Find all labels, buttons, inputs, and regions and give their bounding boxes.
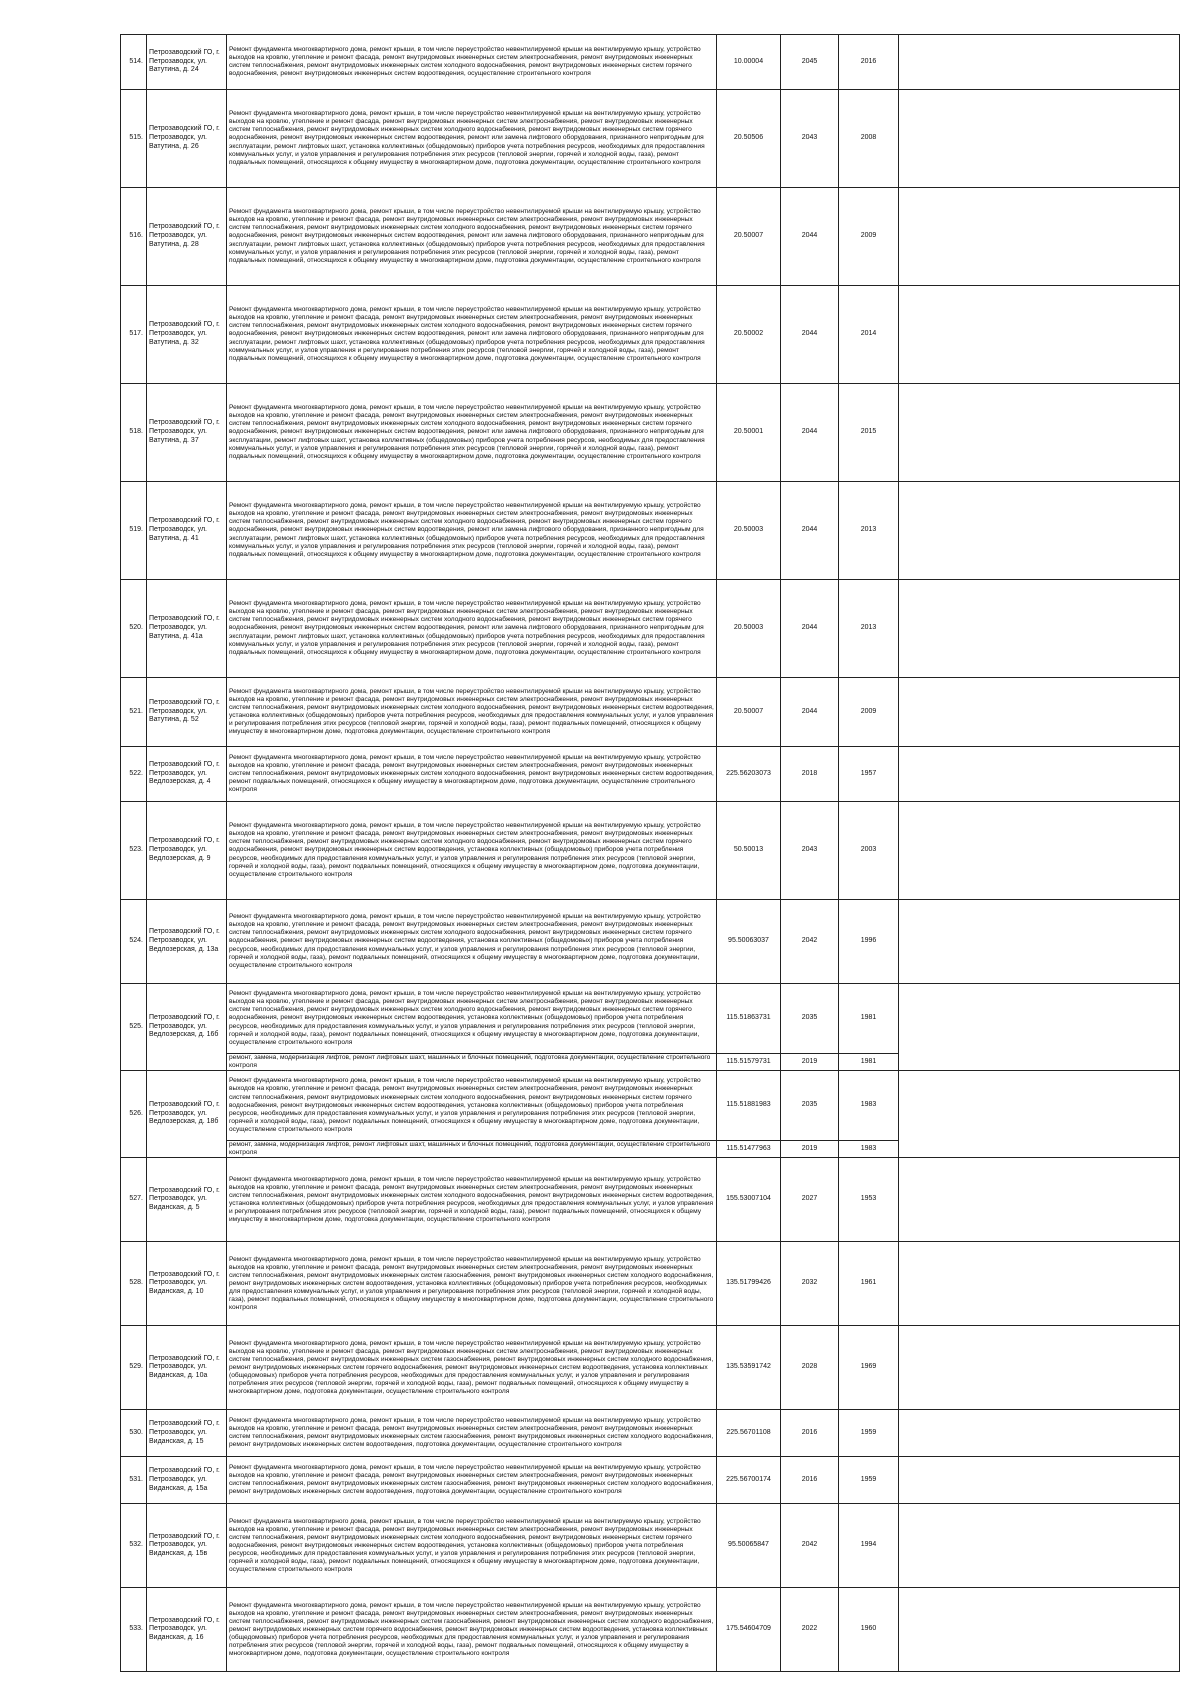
table-row — [121, 35, 1180, 90]
table-row — [121, 188, 1180, 286]
build-year-cell: 1981 — [839, 984, 899, 1054]
cost-cell: 10.00004 — [717, 35, 781, 90]
planned-year-cell: 2022 — [781, 1588, 839, 1672]
planned-year-cell: 2044 — [781, 580, 839, 678]
empty-cell — [899, 802, 1180, 900]
address-cell: Петрозаводский ГО, г. Петрозаводск, ул. Виданская, д. 5 — [147, 1158, 227, 1242]
cost-cell: 20.50002 — [717, 286, 781, 384]
empty-cell — [899, 482, 1180, 580]
address-cell: Петрозаводский ГО, г. Петрозаводск, ул. Ведлозерская, д. 4 — [147, 747, 227, 802]
empty-cell — [899, 1071, 1180, 1158]
address-cell: Петрозаводский ГО, г. Петрозаводск, ул. Ватутина, д. 41а — [147, 580, 227, 678]
empty-cell — [899, 1588, 1180, 1672]
build-year-cell: 1953 — [839, 1158, 899, 1242]
planned-year-cell: 2018 — [781, 747, 839, 802]
row-number: 523. — [121, 802, 147, 900]
row-number: 531. — [121, 1457, 147, 1504]
empty-cell — [899, 384, 1180, 482]
planned-year-cell: 2042 — [781, 1504, 839, 1588]
address-cell: Петрозаводский ГО, г. Петрозаводск, ул. Ведлозерская, д. 13а — [147, 900, 227, 984]
planned-year-cell: 2044 — [781, 482, 839, 580]
planned-year-cell: 2044 — [781, 286, 839, 384]
cost-cell: 95.50065847 — [717, 1504, 781, 1588]
cost-cell: 20.50007 — [717, 188, 781, 286]
table-row — [121, 1242, 1180, 1326]
table-row — [121, 747, 1180, 802]
build-year-cell: 2013 — [839, 580, 899, 678]
empty-cell — [899, 1242, 1180, 1326]
build-year-cell: 2009 — [839, 678, 899, 747]
table-row — [121, 1588, 1180, 1672]
works-cell: ремонт, замена, модернизация лифтов, ремонт лифтовых шахт, машинных и блочных помещений, подготовка документации, осуществление строительного контроля — [227, 1141, 717, 1158]
build-year-cell: 1961 — [839, 1242, 899, 1326]
planned-year-cell: 2019 — [781, 1054, 839, 1071]
planned-year-cell: 2043 — [781, 802, 839, 900]
empty-cell — [899, 286, 1180, 384]
row-number: 530. — [121, 1410, 147, 1457]
table-row — [121, 1504, 1180, 1588]
table-row — [121, 1457, 1180, 1504]
address-cell: Петрозаводский ГО, г. Петрозаводск, ул. Виданская, д. 15 — [147, 1410, 227, 1457]
build-year-cell: 1969 — [839, 1326, 899, 1410]
empty-cell — [899, 580, 1180, 678]
works-cell: Ремонт фундамента многоквартирного дома, ремонт крыши, в том числе переустройство невентилируемой крыши на вентилируемую крышу, устройство выходов на кровлю, утепление и ремонт фасада, ремонт внутридомовых инженерных систем электроснабжения, ремонт внутридомовых инженерных систем теплоснабжения, ремонт внутридомовых инженерных систем холодного водоснабжения, ремонт внутридомовых инженерных систем горячего водоснабжения, ремонт внутридомовых инженерных систем водоотведения, установка коллективных (общедомовых) приборов учета потребления ресурсов, необходимых для предоставления коммунальных услуг, и узлов управления и регулирования потребления этих ресурсов (тепловой энергии, горячей и холодной воды, газа), ремонт подвальных помещений, относящихся к общему имуществу в многоквартирном доме, подготовка документации, осуществление строительного контроля — [227, 984, 717, 1054]
works-cell: ремонт, замена, модернизация лифтов, ремонт лифтовых шахт, машинных и блочных помещений, подготовка документации, осуществление строительного контроля — [227, 1054, 717, 1071]
works-cell: Ремонт фундамента многоквартирного дома, ремонт крыши, в том числе переустройство невентилируемой крыши на вентилируемую крышу, устройство выходов на кровлю, утепление и ремонт фасада, ремонт внутридомовых инженерных систем электроснабжения, ремонт внутридомовых инженерных систем теплоснабжения, ремонт внутридомовых инженерных систем холодного водоснабжения, ремонт внутридомовых инженерных систем горячего водоснабжения, ремонт внутридомовых инженерных систем водоотведения, установка коллективных (общедомовых) приборов учета потребления ресурсов, необходимых для предоставления коммунальных услуг, и узлов управления и регулирования потребления этих ресурсов (тепловой энергии, горячей и холодной воды, газа), ремонт подвальных помещений, относящихся к общему имуществу в многоквартирном доме, подготовка документации, осуществление строительного контроля — [227, 900, 717, 984]
cost-cell: 225.56701108 — [717, 1410, 781, 1457]
build-year-cell: 2014 — [839, 286, 899, 384]
repair-schedule-table — [120, 34, 1180, 1672]
planned-year-cell: 2028 — [781, 1326, 839, 1410]
build-year-cell: 1959 — [839, 1457, 899, 1504]
empty-cell — [899, 1158, 1180, 1242]
works-cell: Ремонт фундамента многоквартирного дома, ремонт крыши, в том числе переустройство невентилируемой крыши на вентилируемую крышу, устройство выходов на кровлю, утепление и ремонт фасада, ремонт внутридомовых инженерных систем электроснабжения, ремонт внутридомовых инженерных систем теплоснабжения, ремонт внутридомовых инженерных систем холодного водоснабжения, ремонт внутридомовых инженерных систем водоотведения, установка коллективных (общедомовых) приборов учета потребления ресурсов, необходимых для предоставления коммунальных услуг, и узлов управления и регулирования потребления этих ресурсов (тепловой энергии, горячей и холодной воды, газа), ремонт подвальных помещений, относящихся к общему имуществу в многоквартирном доме, подготовка документации, осуществление строительного контроля — [227, 678, 717, 747]
address-cell: Петрозаводский ГО, г. Петрозаводск, ул. Ватутина, д. 28 — [147, 188, 227, 286]
row-number: 514. — [121, 35, 147, 90]
works-cell: Ремонт фундамента многоквартирного дома, ремонт крыши, в том числе переустройство невентилируемой крыши на вентилируемую крышу, устройство выходов на кровлю, утепление и ремонт фасада, ремонт внутридомовых инженерных систем электроснабжения, ремонт внутридомовых инженерных систем теплоснабжения, ремонт внутридомовых инженерных систем холодного водоснабжения, ремонт внутридомовых инженерных систем горячего водоснабжения, ремонт внутридомовых инженерных систем водоотведения, установка коллективных (общедомовых) приборов учета потребления ресурсов, необходимых для предоставления коммунальных услуг, и узлов управления и регулирования потребления этих ресурсов (тепловой энергии, горячей и холодной воды, газа), ремонт подвальных помещений, относящихся к общему имуществу в многоквартирном доме, подготовка документации, осуществление строительного контроля — [227, 802, 717, 900]
row-number: 519. — [121, 482, 147, 580]
empty-cell — [899, 678, 1180, 747]
build-year-cell: 1996 — [839, 900, 899, 984]
works-cell: Ремонт фундамента многоквартирного дома, ремонт крыши, в том числе переустройство невентилируемой крыши на вентилируемую крышу, устройство выходов на кровлю, утепление и ремонт фасада, ремонт внутридомовых инженерных систем электроснабжения, ремонт внутридомовых инженерных систем теплоснабжения, ремонт внутридомовых инженерных систем холодного водоснабжения, ремонт внутридомовых инженерных систем водоотведения, установка коллективных (общедомовых) приборов учета потребления ресурсов, необходимых для предоставления коммунальных услуг, и узлов управления и регулирования потребления этих ресурсов (тепловой энергии, горячей и холодной воды, газа), ремонт подвальных помещений, относящихся к общему имуществу в многоквартирном доме, подготовка документации, осуществление строительного контроля — [227, 1158, 717, 1242]
row-number: 527. — [121, 1158, 147, 1242]
empty-cell — [899, 90, 1180, 188]
address-cell: Петрозаводский ГО, г. Петрозаводск, ул. Виданская, д. 15в — [147, 1504, 227, 1588]
cost-cell: 155.53007104 — [717, 1158, 781, 1242]
empty-cell — [899, 1504, 1180, 1588]
cost-cell: 20.50506 — [717, 90, 781, 188]
row-number: 529. — [121, 1326, 147, 1410]
table-row — [121, 580, 1180, 678]
row-number: 520. — [121, 580, 147, 678]
table-row — [121, 1158, 1180, 1242]
build-year-cell: 1960 — [839, 1588, 899, 1672]
address-cell: Петрозаводский ГО, г. Петрозаводск, ул. Виданская, д. 15а — [147, 1457, 227, 1504]
cost-cell: 175.54604709 — [717, 1588, 781, 1672]
planned-year-cell: 2044 — [781, 188, 839, 286]
address-cell: Петрозаводский ГО, г. Петрозаводск, ул. Виданская, д. 10а — [147, 1326, 227, 1410]
row-number: 515. — [121, 90, 147, 188]
build-year-cell: 2016 — [839, 35, 899, 90]
planned-year-cell: 2032 — [781, 1242, 839, 1326]
planned-year-cell: 2043 — [781, 90, 839, 188]
empty-cell — [899, 1457, 1180, 1504]
build-year-cell: 1981 — [839, 1054, 899, 1071]
works-cell: Ремонт фундамента многоквартирного дома, ремонт крыши, в том числе переустройство невентилируемой крыши на вентилируемую крышу, устройство выходов на кровлю, утепление и ремонт фасада, ремонт внутридомовых инженерных систем электроснабжения, ремонт внутридомовых инженерных систем теплоснабжения, ремонт внутридомовых инженерных систем холодного водоснабжения, ремонт внутридомовых инженерных систем водоотведения, ремонт подвальных помещений, относящихся к общему имуществу в многоквартирном доме, подготовка документации, осуществление строительного контроля — [227, 747, 717, 802]
address-cell: Петрозаводский ГО, г. Петрозаводск, ул. Ватутина, д. 32 — [147, 286, 227, 384]
planned-year-cell: 2016 — [781, 1410, 839, 1457]
cost-cell: 115.51477963 — [717, 1141, 781, 1158]
planned-year-cell: 2044 — [781, 678, 839, 747]
table-row — [121, 384, 1180, 482]
cost-cell: 135.51799426 — [717, 1242, 781, 1326]
cost-cell: 135.53591742 — [717, 1326, 781, 1410]
cost-cell: 225.56203073 — [717, 747, 781, 802]
planned-year-cell: 2035 — [781, 1071, 839, 1141]
cost-cell: 20.50001 — [717, 384, 781, 482]
works-cell: Ремонт фундамента многоквартирного дома, ремонт крыши, в том числе переустройство невентилируемой крыши на вентилируемую крышу, устройство выходов на кровлю, утепление и ремонт фасада, ремонт внутридомовых инженерных систем электроснабжения, ремонт внутридомовых инженерных систем теплоснабжения, ремонт внутридомовых инженерных систем газоснабжения, ремонт внутридомовых инженерных систем холодного водоснабжения, ремонт внутридомовых инженерных систем водоотведения, подготовка документации, осуществление строительного контроля — [227, 1457, 717, 1504]
works-cell: Ремонт фундамента многоквартирного дома, ремонт крыши, в том числе переустройство невентилируемой крыши на вентилируемую крышу, устройство выходов на кровлю, утепление и ремонт фасада, ремонт внутридомовых инженерных систем электроснабжения, ремонт внутридомовых инженерных систем теплоснабжения, ремонт внутридомовых инженерных систем холодного водоснабжения, ремонт внутридомовых инженерных систем горячего водоснабжения, ремонт внутридомовых инженерных систем водоотведения, ремонт или замена лифтового оборудования, признанного непригодным для эксплуатации, ремонт лифтовых шахт, установка коллективных (общедомовых) приборов учета потребления ресурсов, необходимых для предоставления коммунальных услуг, и узлов управления и регулирования потребления этих ресурсов (тепловой энергии, горячей и холодной воды, газа), ремонт подвальных помещений, относящихся к общему имуществу в многоквартирном доме, подготовка документации, осуществление строительного контроля — [227, 286, 717, 384]
row-number: 525. — [121, 984, 147, 1071]
address-cell: Петрозаводский ГО, г. Петрозаводск, ул. Ватутина, д. 41 — [147, 482, 227, 580]
cost-cell: 20.50003 — [717, 580, 781, 678]
works-cell: Ремонт фундамента многоквартирного дома, ремонт крыши, в том числе переустройство невентилируемой крыши на вентилируемую крышу, устройство выходов на кровлю, утепление и ремонт фасада, ремонт внутридомовых инженерных систем электроснабжения, ремонт внутридомовых инженерных систем теплоснабжения, ремонт внутридомовых инженерных систем холодного водоснабжения, ремонт внутридомовых инженерных систем горячего водоснабжения, ремонт внутридомовых инженерных систем водоотведения, ремонт или замена лифтового оборудования, признанного непригодным для эксплуатации, ремонт лифтовых шахт, установка коллективных (общедомовых) приборов учета потребления ресурсов, необходимых для предоставления коммунальных услуг, и узлов управления и регулирования потребления этих ресурсов (тепловой энергии, горячей и холодной воды, газа), ремонт подвальных помещений, относящихся к общему имуществу в многоквартирном доме, подготовка документации, осуществление строительного контроля — [227, 580, 717, 678]
address-cell: Петрозаводский ГО, г. Петрозаводск, ул. Ведлозерская, д. 16б — [147, 984, 227, 1071]
works-cell: Ремонт фундамента многоквартирного дома, ремонт крыши, в том числе переустройство невентилируемой крыши на вентилируемую крышу, устройство выходов на кровлю, утепление и ремонт фасада, ремонт внутридомовых инженерных систем электроснабжения, ремонт внутридомовых инженерных систем теплоснабжения, ремонт внутридомовых инженерных систем холодного водоснабжения, ремонт внутридомовых инженерных систем горячего водоснабжения, ремонт внутридомовых инженерных систем водоотведения, осуществление строительного контроля — [227, 35, 717, 90]
planned-year-cell: 2045 — [781, 35, 839, 90]
works-cell: Ремонт фундамента многоквартирного дома, ремонт крыши, в том числе переустройство невентилируемой крыши на вентилируемую крышу, устройство выходов на кровлю, утепление и ремонт фасада, ремонт внутридомовых инженерных систем электроснабжения, ремонт внутридомовых инженерных систем теплоснабжения, ремонт внутридомовых инженерных систем холодного водоснабжения, ремонт внутридомовых инженерных систем горячего водоснабжения, ремонт внутридомовых инженерных систем водоотведения, ремонт или замена лифтового оборудования, признанного непригодным для эксплуатации, ремонт лифтовых шахт, установка коллективных (общедомовых) приборов учета потребления ресурсов, необходимых для предоставления коммунальных услуг, и узлов управления и регулирования потребления этих ресурсов (тепловой энергии, горячей и холодной воды, газа), ремонт подвальных помещений, относящихся к общему имуществу в многоквартирном доме, подготовка документации, осуществление строительного контроля — [227, 482, 717, 580]
table-row — [121, 1326, 1180, 1410]
row-number: 533. — [121, 1588, 147, 1672]
address-cell: Петрозаводский ГО, г. Петрозаводск, ул. Ватутина, д. 37 — [147, 384, 227, 482]
address-cell: Петрозаводский ГО, г. Петрозаводск, ул. Ватутина, д. 26 — [147, 90, 227, 188]
cost-cell: 115.51881983 — [717, 1071, 781, 1141]
planned-year-cell: 2016 — [781, 1457, 839, 1504]
empty-cell — [899, 1410, 1180, 1457]
row-number: 521. — [121, 678, 147, 747]
cost-cell: 115.51579731 — [717, 1054, 781, 1071]
empty-cell — [899, 1326, 1180, 1410]
table-row — [121, 678, 1180, 747]
address-cell: Петрозаводский ГО, г. Петрозаводск, ул. Ватутина, д. 24 — [147, 35, 227, 90]
build-year-cell: 2009 — [839, 188, 899, 286]
table-row — [121, 90, 1180, 188]
cost-cell: 225.56700174 — [717, 1457, 781, 1504]
table-row — [121, 1410, 1180, 1457]
works-cell: Ремонт фундамента многоквартирного дома, ремонт крыши, в том числе переустройство невентилируемой крыши на вентилируемую крышу, устройство выходов на кровлю, утепление и ремонт фасада, ремонт внутридомовых инженерных систем электроснабжения, ремонт внутридомовых инженерных систем теплоснабжения, ремонт внутридомовых инженерных систем газоснабжения, ремонт внутридомовых инженерных систем холодного водоснабжения, ремонт внутридомовых инженерных систем водоотведения, подготовка документации, осуществление строительного контроля — [227, 1410, 717, 1457]
empty-cell — [899, 747, 1180, 802]
repair-schedule-sheet — [120, 34, 1180, 1672]
row-number: 517. — [121, 286, 147, 384]
works-cell: Ремонт фундамента многоквартирного дома, ремонт крыши, в том числе переустройство невентилируемой крыши на вентилируемую крышу, устройство выходов на кровлю, утепление и ремонт фасада, ремонт внутридомовых инженерных систем электроснабжения, ремонт внутридомовых инженерных систем теплоснабжения, ремонт внутридомовых инженерных систем газоснабжения, ремонт внутридомовых инженерных систем холодного водоснабжения, ремонт внутридомовых инженерных систем горячего водоснабжения, ремонт внутридомовых инженерных систем водоотведения, установка коллективных (общедомовых) приборов учета потребления ресурсов, необходимых для предоставления коммунальных услуг, и узлов управления и регулирования потребления этих ресурсов (тепловой энергии, горячей и холодной воды, газа), ремонт подвальных помещений, относящихся к общему имуществу в многоквартирном доме, подготовка документации, осуществление строительного контроля — [227, 1326, 717, 1410]
works-cell: Ремонт фундамента многоквартирного дома, ремонт крыши, в том числе переустройство невентилируемой крыши на вентилируемую крышу, устройство выходов на кровлю, утепление и ремонт фасада, ремонт внутридомовых инженерных систем электроснабжения, ремонт внутридомовых инженерных систем теплоснабжения, ремонт внутридомовых инженерных систем холодного водоснабжения, ремонт внутридомовых инженерных систем горячего водоснабжения, ремонт внутридомовых инженерных систем водоотведения, ремонт или замена лифтового оборудования, признанного непригодным для эксплуатации, ремонт лифтовых шахт, установка коллективных (общедомовых) приборов учета потребления ресурсов, необходимых для предоставления коммунальных услуг, и узлов управления и регулирования потребления этих ресурсов (тепловой энергии, горячей и холодной воды, газа), ремонт подвальных помещений, относящихся к общему имуществу в многоквартирном доме, подготовка документации, осуществление строительного контроля — [227, 188, 717, 286]
build-year-cell: 1959 — [839, 1410, 899, 1457]
table-row — [121, 286, 1180, 384]
row-number: 532. — [121, 1504, 147, 1588]
address-cell: Петрозаводский ГО, г. Петрозаводск, ул. Виданская, д. 16 — [147, 1588, 227, 1672]
planned-year-cell: 2019 — [781, 1141, 839, 1158]
build-year-cell: 2008 — [839, 90, 899, 188]
table-row — [121, 482, 1180, 580]
empty-cell — [899, 984, 1180, 1071]
build-year-cell: 2003 — [839, 802, 899, 900]
table-body — [121, 35, 1180, 1672]
build-year-cell: 2015 — [839, 384, 899, 482]
planned-year-cell: 2044 — [781, 384, 839, 482]
cost-cell: 95.50063037 — [717, 900, 781, 984]
works-cell: Ремонт фундамента многоквартирного дома, ремонт крыши, в том числе переустройство невентилируемой крыши на вентилируемую крышу, устройство выходов на кровлю, утепление и ремонт фасада, ремонт внутридомовых инженерных систем электроснабжения, ремонт внутридомовых инженерных систем теплоснабжения, ремонт внутридомовых инженерных систем холодного водоснабжения, ремонт внутридомовых инженерных систем горячего водоснабжения, ремонт внутридомовых инженерных систем водоотведения, установка коллективных (общедомовых) приборов учета потребления ресурсов, необходимых для предоставления коммунальных услуг, и узлов управления и регулирования потребления этих ресурсов (тепловой энергии, горячей и холодной воды, газа), ремонт подвальных помещений, относящихся к общему имуществу в многоквартирном доме, подготовка документации, осуществление строительного контроля — [227, 1504, 717, 1588]
row-number: 522. — [121, 747, 147, 802]
build-year-cell: 1957 — [839, 747, 899, 802]
planned-year-cell: 2027 — [781, 1158, 839, 1242]
address-cell: Петрозаводский ГО, г. Петрозаводск, ул. Ведлозерская, д. 18б — [147, 1071, 227, 1158]
cost-cell: 20.50003 — [717, 482, 781, 580]
address-cell: Петрозаводский ГО, г. Петрозаводск, ул. Ватутина, д. 52 — [147, 678, 227, 747]
row-number: 516. — [121, 188, 147, 286]
empty-cell — [899, 188, 1180, 286]
planned-year-cell: 2042 — [781, 900, 839, 984]
works-cell: Ремонт фундамента многоквартирного дома, ремонт крыши, в том числе переустройство невентилируемой крыши на вентилируемую крышу, устройство выходов на кровлю, утепление и ремонт фасада, ремонт внутридомовых инженерных систем электроснабжения, ремонт внутридомовых инженерных систем теплоснабжения, ремонт внутридомовых инженерных систем холодного водоснабжения, ремонт внутридомовых инженерных систем горячего водоснабжения, ремонт внутридомовых инженерных систем водоотведения, ремонт или замена лифтового оборудования, признанного непригодным для эксплуатации, ремонт лифтовых шахт, установка коллективных (общедомовых) приборов учета потребления ресурсов, необходимых для предоставления коммунальных услуг, и узлов управления и регулирования потребления этих ресурсов (тепловой энергии, горячей и холодной воды, газа), ремонт подвальных помещений, относящихся к общему имуществу в многоквартирном доме, подготовка документации, осуществление строительного контроля — [227, 384, 717, 482]
table-row — [121, 984, 1180, 1054]
empty-cell — [899, 35, 1180, 90]
build-year-cell: 1983 — [839, 1071, 899, 1141]
cost-cell: 20.50007 — [717, 678, 781, 747]
table-row — [121, 802, 1180, 900]
planned-year-cell: 2035 — [781, 984, 839, 1054]
table-row — [121, 1071, 1180, 1141]
cost-cell: 50.50013 — [717, 802, 781, 900]
empty-cell — [899, 900, 1180, 984]
row-number: 526. — [121, 1071, 147, 1158]
works-cell: Ремонт фундамента многоквартирного дома, ремонт крыши, в том числе переустройство невентилируемой крыши на вентилируемую крышу, устройство выходов на кровлю, утепление и ремонт фасада, ремонт внутридомовых инженерных систем электроснабжения, ремонт внутридомовых инженерных систем теплоснабжения, ремонт внутридомовых инженерных систем газоснабжения, ремонт внутридомовых инженерных систем холодного водоснабжения, ремонт внутридомовых инженерных систем водоотведения, установка коллективных (общедомовых) приборов учета потребления ресурсов, необходимых для предоставления коммунальных услуг, и узлов управления и регулирования потребления этих ресурсов (тепловой энергии, горячей и холодной воды, газа), ремонт подвальных помещений, относящихся к общему имуществу в многоквартирном доме, подготовка документации, осуществление строительного контроля — [227, 1242, 717, 1326]
build-year-cell: 1983 — [839, 1141, 899, 1158]
works-cell: Ремонт фундамента многоквартирного дома, ремонт крыши, в том числе переустройство невентилируемой крыши на вентилируемую крышу, устройство выходов на кровлю, утепление и ремонт фасада, ремонт внутридомовых инженерных систем электроснабжения, ремонт внутридомовых инженерных систем теплоснабжения, ремонт внутридомовых инженерных систем газоснабжения, ремонт внутридомовых инженерных систем холодного водоснабжения, ремонт внутридомовых инженерных систем горячего водоснабжения, ремонт внутридомовых инженерных систем водоотведения, установка коллективных (общедомовых) приборов учета потребления ресурсов, необходимых для предоставления коммунальных услуг, и узлов управления и регулирования потребления этих ресурсов (тепловой энергии, горячей и холодной воды, газа), ремонт подвальных помещений, относящихся к общему имуществу в многоквартирном доме, подготовка документации, осуществление строительного контроля — [227, 1588, 717, 1672]
build-year-cell: 1994 — [839, 1504, 899, 1588]
row-number: 518. — [121, 384, 147, 482]
address-cell: Петрозаводский ГО, г. Петрозаводск, ул. Виданская, д. 10 — [147, 1242, 227, 1326]
cost-cell: 115.51863731 — [717, 984, 781, 1054]
works-cell: Ремонт фундамента многоквартирного дома, ремонт крыши, в том числе переустройство невентилируемой крыши на вентилируемую крышу, устройство выходов на кровлю, утепление и ремонт фасада, ремонт внутридомовых инженерных систем электроснабжения, ремонт внутридомовых инженерных систем теплоснабжения, ремонт внутридомовых инженерных систем холодного водоснабжения, ремонт внутридомовых инженерных систем горячего водоснабжения, ремонт внутридомовых инженерных систем водоотведения, установка коллективных (общедомовых) приборов учета потребления ресурсов, необходимых для предоставления коммунальных услуг, и узлов управления и регулирования потребления этих ресурсов (тепловой энергии, горячей и холодной воды, газа), ремонт подвальных помещений, относящихся к общему имуществу в многоквартирном доме, подготовка документации, осуществление строительного контроля — [227, 1071, 717, 1141]
works-cell: Ремонт фундамента многоквартирного дома, ремонт крыши, в том числе переустройство невентилируемой крыши на вентилируемую крышу, устройство выходов на кровлю, утепление и ремонт фасада, ремонт внутридомовых инженерных систем электроснабжения, ремонт внутридомовых инженерных систем теплоснабжения, ремонт внутридомовых инженерных систем холодного водоснабжения, ремонт внутридомовых инженерных систем горячего водоснабжения, ремонт внутридомовых инженерных систем водоотведения, ремонт или замена лифтового оборудования, признанного непригодным для эксплуатации, ремонт лифтовых шахт, установка коллективных (общедомовых) приборов учета потребления ресурсов, необходимых для предоставления коммунальных услуг, и узлов управления и регулирования потребления этих ресурсов (тепловой энергии, горячей и холодной воды, газа), ремонт подвальных помещений, относящихся к общему имуществу в многоквартирном доме, подготовка документации, осуществление строительного контроля — [227, 90, 717, 188]
table-row — [121, 900, 1180, 984]
address-cell: Петрозаводский ГО, г. Петрозаводск, ул. Ведлозерская, д. 9 — [147, 802, 227, 900]
row-number: 528. — [121, 1242, 147, 1326]
build-year-cell: 2013 — [839, 482, 899, 580]
row-number: 524. — [121, 900, 147, 984]
